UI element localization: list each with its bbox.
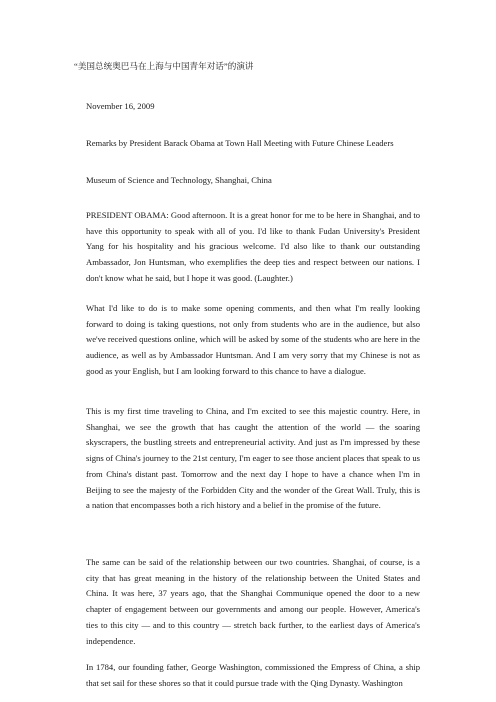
paragraph-2: What I'd like to do is to make some opening comments, and then what I'm really looking forward to doing is taking questions, not only from students who are in the audience, but also we've received questions online, which will be asked by some of the students who are here in the audience, as well as by Ambassador Huntsman. And I am very sorry that my Chinese is not as good as your English, but I am looking forward to this chance to have a dialogue. <box>86 303 420 376</box>
speech-location: Museum of Science and Technology, Shanghai, China <box>86 175 272 185</box>
paragraph-5: In 1784, our founding father, George Washington, commissioned the Empress of China, a ship that set sail for these shores so that it could pursue trade with the Qing Dynasty. Washington <box>86 662 420 688</box>
paragraph-1: PRESIDENT OBAMA: Good afternoon. It is a great honor for me to be here in Shanghai, and to have this opportunity to speak with all of you. I'd like to thank Fudan University's President Yang for his hospitality and his gracious welcome. I'd also like to thank our outstanding Ambassador, Jon Huntsman, who exemplifies the deep ties and respect between our nations. I don't know what he said, but I hope it was good. (Laughter.) <box>86 210 420 283</box>
paragraph-4: The same can be said of the relationship between our two countries. Shanghai, of course, is a city that has great meaning in the history of the relationship between the United States and China. It was here, 37 years ago, that the Shanghai Communique opened the door to a new chapter of engagement between our governments and among our people. However, America's ties to this city — and to this country — stretch back further, to the earliest days of America's independence. <box>86 557 420 646</box>
paragraph-3: This is my first time traveling to China, and I'm excited to see this majestic country. Here, in Shanghai, we see the growth that has caught the attention of the world — the soaring skyscrapers, the bustling streets and entrepreneurial activity. And just as I'm impressed by these signs of China's journey to the 21st century, I'm eager to see those ancient places that speak to us from China's distant past. Tomorrow and the next day I hope to have a chance when I'm in Beijing to see the majesty of the Forbidden City and the wonder of the Great Wall. Truly, this is a nation that encompasses both a rich history and a belief in the promise of the future. <box>86 406 420 511</box>
speech-heading: Remarks by President Barack Obama at Town Hall Meeting with Future Chinese Leaders <box>86 138 394 148</box>
speech-date: November 16, 2009 <box>86 101 155 111</box>
document-title: “美国总统奥巴马在上海与中国青年对话”的演讲 <box>74 61 254 71</box>
